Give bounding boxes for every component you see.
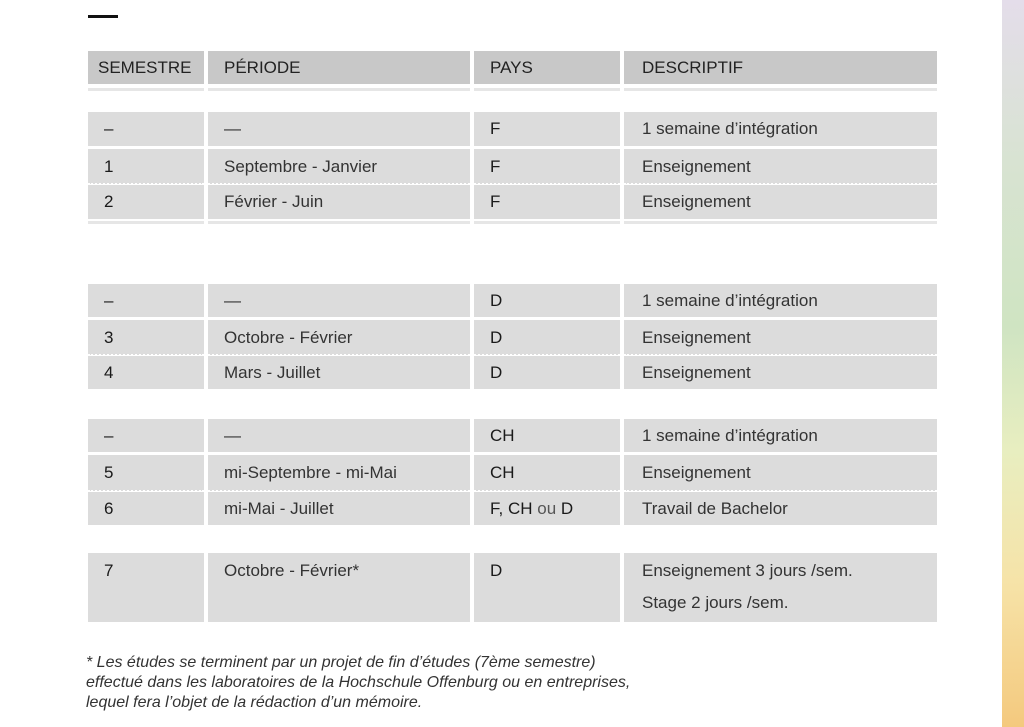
table-cell-pays: CH bbox=[474, 455, 620, 491]
decorative-side-band bbox=[1002, 0, 1024, 727]
descriptif-line-1: Enseignement 3 jours /sem. bbox=[642, 561, 853, 580]
spacer-strip bbox=[88, 88, 204, 91]
spacer-strip bbox=[474, 221, 620, 224]
footnote-line: effectué dans les laboratoires de la Hochschule Offenburg ou en entreprises, bbox=[86, 674, 631, 691]
table-cell-semestre: 3 bbox=[88, 320, 204, 355]
table-cell-descriptif: Enseignement bbox=[624, 185, 937, 219]
footnote bbox=[86, 653, 786, 713]
section-marker-dash bbox=[88, 15, 118, 18]
table-cell-periode: Février - Juin bbox=[208, 185, 470, 219]
table-cell-pays bbox=[474, 492, 620, 525]
header-descriptif: DESCRIPTIF bbox=[624, 51, 937, 84]
table-cell-pays: D bbox=[474, 320, 620, 355]
table-cell-periode: mi-Septembre - mi-Mai bbox=[208, 455, 470, 491]
descriptif-line-2: Stage 2 jours /sem. bbox=[642, 593, 789, 612]
row-divider bbox=[474, 490, 620, 492]
table-cell-semestre: 4 bbox=[88, 356, 204, 389]
table-cell-semestre: 2 bbox=[88, 185, 204, 219]
spacer-strip bbox=[624, 221, 937, 224]
row-divider bbox=[624, 183, 937, 185]
table-cell-descriptif: Enseignement bbox=[624, 149, 937, 184]
row-divider bbox=[88, 183, 204, 185]
pays-or: ou bbox=[537, 498, 557, 518]
table-cell-descriptif bbox=[624, 553, 937, 622]
table-cell-pays: D bbox=[474, 356, 620, 389]
table-cell-descriptif: Travail de Bachelor bbox=[624, 492, 937, 525]
table-cell-descriptif: 1 semaine d’intégration bbox=[624, 284, 937, 317]
table-cell-semestre: – bbox=[88, 419, 204, 452]
header-periode: PÉRIODE bbox=[208, 51, 470, 84]
row-divider bbox=[208, 183, 470, 185]
table-cell-descriptif: 1 semaine d’intégration bbox=[624, 112, 937, 146]
table-cell-semestre: 6 bbox=[88, 492, 204, 525]
spacer-strip bbox=[208, 88, 470, 91]
table-cell-pays: F bbox=[474, 149, 620, 184]
table-cell-periode: mi-Mai - Juillet bbox=[208, 492, 470, 525]
spacer-strip bbox=[88, 221, 204, 224]
table-cell-pays: D bbox=[474, 284, 620, 317]
table-cell-descriptif: Enseignement bbox=[624, 320, 937, 355]
footnote-line: * Les études se terminent par un projet de fin d’études (7ème semestre) bbox=[86, 654, 596, 671]
table-cell-semestre: 7 bbox=[88, 553, 204, 622]
table-cell-periode: — bbox=[208, 284, 470, 317]
footnote-line: lequel fera l’objet de la rédaction d’un mémoire. bbox=[86, 694, 423, 711]
row-divider bbox=[474, 354, 620, 356]
table-cell-periode: — bbox=[208, 112, 470, 146]
table-cell-periode: Octobre - Février* bbox=[208, 553, 470, 622]
spacer-strip bbox=[208, 221, 470, 224]
pays-option-b: D bbox=[560, 498, 574, 518]
table-cell-semestre: 1 bbox=[88, 149, 204, 184]
table-cell-semestre: 5 bbox=[88, 455, 204, 491]
row-divider bbox=[624, 354, 937, 356]
row-divider bbox=[474, 183, 620, 185]
header-pays: PAYS bbox=[474, 51, 620, 84]
table-cell-periode: Septembre - Janvier bbox=[208, 149, 470, 184]
table-cell-pays: CH bbox=[474, 419, 620, 452]
header-semestre: SEMESTRE bbox=[88, 51, 204, 84]
table-cell-descriptif: Enseignement bbox=[624, 356, 937, 389]
table-cell-semestre: – bbox=[88, 112, 204, 146]
table-cell-periode: — bbox=[208, 419, 470, 452]
row-divider bbox=[208, 490, 470, 492]
table-cell-pays: F bbox=[474, 185, 620, 219]
table-cell-periode: Octobre - Février bbox=[208, 320, 470, 355]
table-cell-pays: F bbox=[474, 112, 620, 146]
spacer-strip bbox=[624, 88, 937, 91]
row-divider bbox=[208, 354, 470, 356]
table-cell-pays: D bbox=[474, 553, 620, 622]
table-cell-semestre: – bbox=[88, 284, 204, 317]
table-cell-periode: Mars - Juillet bbox=[208, 356, 470, 389]
spacer-strip bbox=[474, 88, 620, 91]
table-cell-descriptif: Enseignement bbox=[624, 455, 937, 491]
table-cell-descriptif: 1 semaine d’intégration bbox=[624, 419, 937, 452]
row-divider bbox=[624, 490, 937, 492]
row-divider bbox=[88, 354, 204, 356]
pays-option-a: F, CH bbox=[490, 498, 533, 518]
row-divider bbox=[88, 490, 204, 492]
